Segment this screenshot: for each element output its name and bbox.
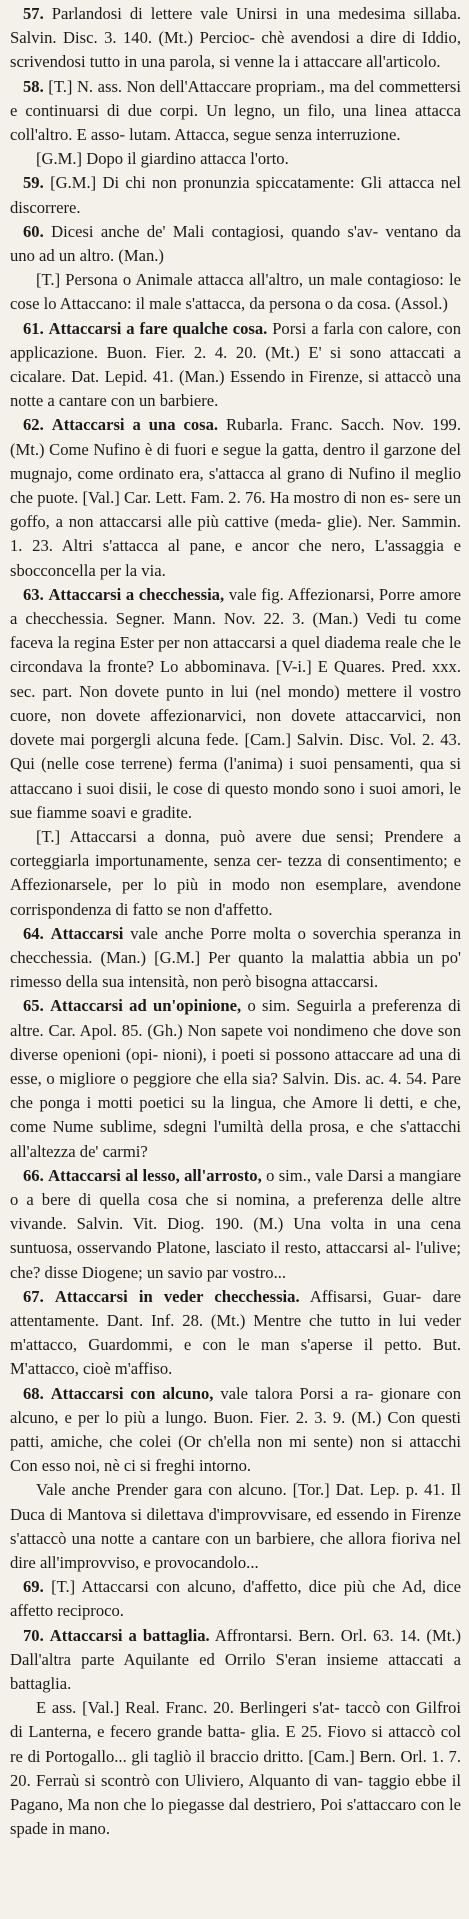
entry-headword: Attaccarsi ad un'opinione, — [50, 996, 242, 1016]
entry-63 — [10, 583, 461, 922]
entry-70 — [10, 1624, 461, 1842]
entry-headword: Attaccarsi — [50, 923, 124, 943]
entry-text: Affrontarsi. Bern. Orl. 63. 14. (Mt.) Dall'altra parte Aquilante ed Orrilo S'eran insieme attaccati a battaglia. — [10, 1625, 461, 1694]
entry-text: Porsi a farla con calore, con applicazione. Buon. Fier. 2. 4. 20. (Mt.) E' si sono attaccati a cicalare. Dat. Lepid. 41. (Man.) Essendo in Firenze, si attaccò una notte a cantare con un barbiere. — [10, 318, 462, 411]
entry-text: Rubarla. Franc. Sacch. Nov. 199. (Mt.) Come Nufino è di fuori e segue la gatta, dentro il garzone del mugnajo, come ordinato era, s'attacca al grano di Nufino il meglio che puote. [Val.] Car. Lett. Fam. 2. 76. Ha mostro di non es- sere un goffo, a non attaccarsi alle più cattive (meda- glie). Ner. Sammin. 1. 23. Altri s'attacca al pane, e ancor che nero, L'assaggia e sbocconcella per la via. — [10, 415, 462, 580]
entry-text: o sim., vale Darsi a mangiare o a bere di quella cosa che si nomina, a preferenza delle altre vivande. Salvin. Vit. Diog. 190. (M.) Una volta in una cena suntuosa, osservando Platone, lasciato il resto, attaccarsi al- l'ulive; che? disse Diogene; un savio par vostro... — [10, 1165, 461, 1282]
entry-number: 70. — [23, 1625, 44, 1645]
entry-number: 59. — [23, 173, 44, 193]
entry-text: vale anche Porre molta o soverchia speranza in checchessia. (Man.) [G.M.] Per quanto la malattia abbia un po' rimesso della sua intensità, non però bisogna attaccarsi. — [10, 923, 461, 992]
entry-text: Dicesi anche de' Mali contagiosi, quando s'av- ventano da uno ad un altro. (Man.) — [10, 221, 461, 266]
entry-68 — [10, 1382, 461, 1576]
entry-text: Parlandosi di lettere vale Unirsi in una medesima sillaba. Salvin. Disc. 3. 140. (Mt.) Percioc- chè avendosi a dire di Iddio, scrivendosi tutto in una parola, si venne la i attaccare all'articolo. — [10, 4, 461, 72]
entry-subtext: [G.M.] Dopo il giardino attacca l'orto. — [36, 149, 289, 169]
entry-64 — [10, 922, 461, 995]
entry-62 — [10, 413, 461, 582]
entry-number: 61. — [23, 318, 44, 338]
entry-text: [T.] N. ass. Non dell'Attaccare propriam., ma del commettersi e continuarsi di due corpi. Un legno, un filo, una linea attacca coll'altro. E asso- lutam. Attacca, segue senza interruzione. — [10, 76, 461, 145]
entry-number: 63. — [23, 584, 44, 604]
entry-number: 68. — [23, 1383, 44, 1403]
entry-subtext: E ass. [Val.] Real. Franc. 20. Berlingeri s'at- taccò con Gilfroi di Lanterna, e fecero grande batta- glia. E 25. Fiovo si attaccò col re di Portogallo... gli tagliò il braccio dritto. [Cam.] Bern. Orl. 1. 7. 20. Ferraù si scontrò con Uliviero, Alquanto di van- taggio ebbe il Pagano, Ma non che lo piegasse dal destriero, Poi s'attaccaro con le spade in mano. — [10, 1698, 461, 1839]
entry-number: 69. — [23, 1577, 44, 1597]
entry-number: 66. — [23, 1165, 44, 1185]
entry-headword: Attaccarsi al lesso, all'arrosto, — [48, 1165, 262, 1185]
entry-text: vale fig. Affezionarsi, Porre amore a checchessia. Segner. Mann. Nov. 22. 3. (Man.) Vedi tu come faceva la regina Ester per non attaccarsi a quel diadema reale che le circondava la fronte? Lo abbominava. [V-i.] E Quares. Pred. xxx. sec. part. Non dovete punto in lui (nel mondo) mettere il vostro cuore, non dovete affezionarvici, non dovete attaccarvici, non dovete mai porgergli alcuna fede. [Cam.] Salvin. Disc. Vol. 2. 43. Qui (nelle cose terrene) ferma (l'anima) i suoi pensamenti, qua si attaccano i suoi disii, le cose di questo mondo sono i suoi amori, le sue fiamme soavi e gradite. — [10, 584, 462, 822]
entry-text: vale talora Porsi a ra- gionare con alcuno, e per lo più a lungo. Buon. Fier. 2. 3. 9. (M.) Con questi patti, amiche, che colei (Or ch'ella non mi sente) non si attacchi Con esso noi, nè ci si freghi intorno. — [10, 1383, 461, 1476]
entry-number: 58. — [23, 76, 44, 96]
entry-subtext: [T.] Attaccarsi a donna, può avere due sensi; Prendere a corteggiarla importunamente, senza cer- tezza di consentimento; e Affezionarsele, per lo più in modo non esemplare, avendone corrispondenza di fatto se non d'affetto. — [10, 826, 461, 919]
entry-headword: Attaccarsi in veder checchessia. — [54, 1286, 300, 1306]
entry-57 — [10, 2, 461, 75]
entry-58 — [10, 75, 461, 172]
entry-66 — [10, 1164, 461, 1285]
entry-number: 57. — [23, 4, 44, 23]
entry-text: Affisarsi, Guar- dare attentamente. Dant. Inf. 28. (Mt.) Mentre che tutto in lui veder m'attacco, Guardommi, e con le man s'aperse il petto. But. M'attacco, cioè m'affiso. — [10, 1286, 462, 1379]
entry-number: 60. — [23, 221, 44, 241]
entry-number: 67. — [23, 1286, 44, 1306]
entry-headword: Attaccarsi a una cosa. — [51, 415, 219, 435]
entry-text: [T.] Attaccarsi con alcuno, d'affetto, dice più che Ad, dice affetto reciproco. — [10, 1577, 462, 1621]
entry-61 — [10, 317, 461, 414]
entry-67 — [10, 1285, 461, 1382]
entry-headword: Attaccarsi a fare qualche cosa. — [48, 318, 268, 338]
entry-number: 65. — [23, 996, 44, 1016]
entry-headword: Attaccarsi a battaglia. — [49, 1625, 210, 1645]
entry-headword: Attaccarsi con alcuno, — [50, 1383, 214, 1403]
entry-number: 62. — [23, 415, 44, 435]
entry-subtext: [T.] Persona o Animale attacca all'altro, un male contagioso: le cose lo Attaccano: il male s'attacca, da persona o da cosa. (Assol.) — [10, 270, 461, 314]
entry-60 — [10, 220, 461, 317]
entry-number: 64. — [23, 923, 44, 943]
entry-headword: Attaccarsi a checchessia, — [48, 584, 225, 604]
entry-subtext: Vale anche Prender gara con alcuno. [Tor.] Dat. Lep. p. 41. Il Duca di Mantova si dilettava d'improvvisare, ed essendo in Firenze s'attaccò una notte a cantare con un barbiere, che allora fioriva nel dire all'improvviso, e provocandolo... — [10, 1480, 461, 1572]
entry-text: o sim. Seguirla a preferenza di altre. Car. Apol. 85. (Gh.) Non sapete voi nondimeno che dove son diverse openioni (opi- nioni), i poeti si possono attaccare ad una di esse, o migliore o peggiore che ella sia? Salvin. Dis. ac. 4. 54. Pare che ponga i motti poetici su la lingua, che Amore li detti, e che, come Nume sublime, sdegni l'umiltà della prosa, e che s'attacchi all'altezza de' carmi? — [10, 996, 462, 1161]
entry-69 — [10, 1575, 461, 1623]
entry-59 — [10, 171, 461, 219]
entry-text: [G.M.] Di chi non pronunzia spiccatamente: Gli attacca nel discorrere. — [10, 173, 461, 217]
entry-65 — [10, 994, 461, 1163]
